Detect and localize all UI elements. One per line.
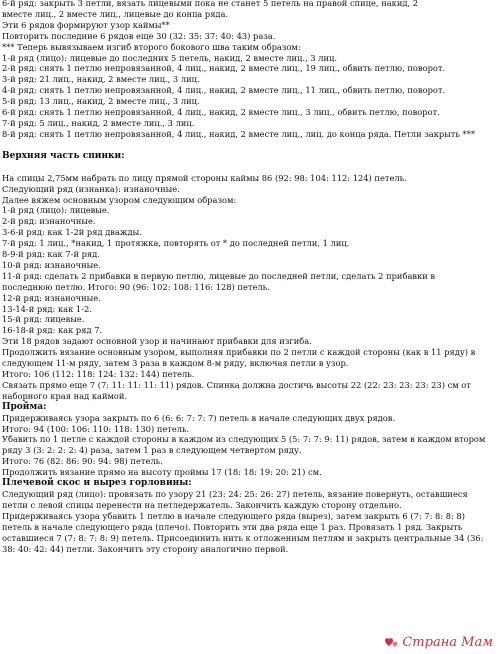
watermark-text: Страна Мам — [402, 635, 493, 650]
text-line: 7-й ряд: 5 лиц., накид, 2 вместе лиц., 3 лиц. — [2, 117, 195, 128]
text-line: 11-й ряд: сделать 2 прибавки в первую петлю, лицевые до последней петли, сделать 2 прибавки в последнюю петлю. Итого: 90 (96: 102: 108: 116: 128) петель. — [2, 270, 436, 292]
text-line: *** Теперь вывязываем изгиб второго бокового шва таким образом: — [2, 41, 301, 52]
text-line: Итого: 94 (100: 106: 110: 118: 130) петель. — [2, 423, 190, 434]
text-line: 13-14-й ряд: как 1-2. — [2, 303, 92, 314]
text-line: 8-9-й ряд: как 7-й ряд. — [2, 249, 100, 260]
text-line: 1-й ряд (лицо): лицевые. — [2, 205, 110, 216]
section-heading-back: Верхняя часть спинки: — [2, 150, 125, 161]
text-line: 7-й ряд: 1 лиц., *накид, 1 протяжка, повторять от * до последней петли, 1 лиц. — [2, 238, 350, 249]
text-line: Далее вяжем основным узором следующим образом: — [2, 194, 237, 205]
text-line: Связать прямо еще 7 (7: 11: 11: 11: 11) рядов. Спинка должна достичь высоты 22 (22: 23: 23: 23: 23) см от наборного края над каймой. — [2, 379, 471, 401]
text-line: На спицы 2,75мм набрать по лицу прямой стороны каймы 86 (92: 98: 104: 112: 124) петель. — [2, 172, 407, 183]
text-line: 4-й ряд: снять 1 петлю непровязанной, 4 лиц., накид, 2 вместе лиц., 11 лиц., обвить петлю, поворот. — [2, 85, 446, 96]
text-line: 2-й ряд: изнаночные. — [2, 216, 96, 227]
text-line: 3-6-й ряд: как 1-2й ряд дважды. — [2, 227, 142, 238]
text-line: Придерживаясь узора убавить 1 петлю в начале следующего ряда (вырез), затем закрыть 6 (7: 7: 8: 8: 8) петель в начале следующего ряда (плечо). Повторить эти два ряда еще 1 раз. Провязать 1 ряд. Закрыть оставшиеся 7 (7: 8: 7: 8: 9) петель. Присоединить нить к отложенным петлям и закрыть центральные 34 (36: 38: 40: 42: 44) петли. Закончить эту сторону аналогично первой. — [2, 510, 484, 554]
site-watermark-logo — [381, 635, 496, 651]
text-line: 8-й ряд: снять 1 петлю непровязанной, 4 лиц., накид, 2 вместе лиц., лиц. до конца ряда. Петли закрыть *** — [2, 128, 475, 139]
text-line: Эти 18 рядов задают основной узор и начинают прибавки для изгиба. — [2, 336, 312, 347]
text-line: Итого: 106 (112: 118: 124: 132: 144) петель. — [2, 369, 195, 379]
text-line: Следующий ряд (лицо): провязать по узору 21 (23: 24: 25: 26: 27) петель, вязание повернуть, оставшиеся петли с левой спицы перенести на петледержатель. Закончить каждую сторону отдельно. — [2, 488, 468, 510]
section-heading-shoulder: Плечевой скос и вырез горловины: — [2, 478, 192, 489]
text-line: 15-й ряд: лицевые. — [2, 314, 85, 325]
text-line: Придерживаясь узора закрыть по 6 (6: 6: 7: 7: 7) петель в начале следующих двух рядов. — [2, 412, 396, 423]
text-line: Продолжить вязание основным узором, выполняя прибавки по 2 петли с каждой стороны (как в 11 ряду) в следующем 11-м ряду, затем 3 раза в каждом 8-м ряду, включая петли в узор. — [2, 347, 476, 369]
text-line: Следующий ряд (изнанка): изнаночные. — [2, 183, 180, 194]
text-line: 5-й ряд: 13 лиц., накид, 2 вместе лиц., 3 лиц. — [2, 96, 200, 107]
text-line: Повторить последние 6 рядов еще 30 (32: 35: 37: 40: 43) раза. — [2, 30, 276, 41]
hearts-icon — [384, 636, 400, 648]
text-line: 2-й ряд: снять 1 петлю непровязанной, 4 лиц., накид, 2 вместе лиц., 19 лиц., обвить петлю, поворот. — [2, 63, 446, 74]
text-line: Эти 6 рядов формируют узор каймы** — [2, 19, 170, 30]
text-line: 6-й ряд: снять 1 петлю непровязанной, 4 лиц., накид, 2 вместе лиц., 3 лиц., обвить петлю, поворот. — [2, 107, 440, 118]
text-line: Итого: 76 (82: 86: 90: 94: 98) петель. — [2, 456, 163, 467]
section-heading-armhole: Пройма: — [2, 401, 47, 412]
text-line: 12-й ряд: изнаночные. — [2, 292, 101, 303]
text-line: 10-й ряд: изнаночные. — [2, 259, 101, 270]
text-line: 6-й ряд: закрыть 3 петли, вязать лицевыми пока не станет 5 петель на правой спице, накид, 2 вместе лиц., 2 вместе лиц., лицевые до конца ряда. — [2, 0, 419, 19]
text-line: 1-й ряд (лицо): лицевые до последних 5 петель, накид, 2 вместе лиц., 3 лиц. — [2, 52, 337, 63]
text-line: 16-18-й ряд: как ряд 7. — [2, 325, 103, 336]
text-line: Убавить по 1 петле с каждой стороны в каждом из следующих 5 (5: 7: 7: 9: 11) рядов, затем в каждом втором ряду 3 (3: 2: 2: 2: 4) раза, затем 1 раз в следующем четвертом ряду. — [2, 434, 486, 456]
text-line: 3-й ряд: 21 лиц., накид, 2 вместе лиц., 3 лиц. — [2, 74, 200, 85]
document-body — [2, 0, 496, 554]
text-line: Продолжить вязание прямо на высоту проймы 17 (18: 18: 19: 20: 21) см. — [2, 467, 322, 478]
